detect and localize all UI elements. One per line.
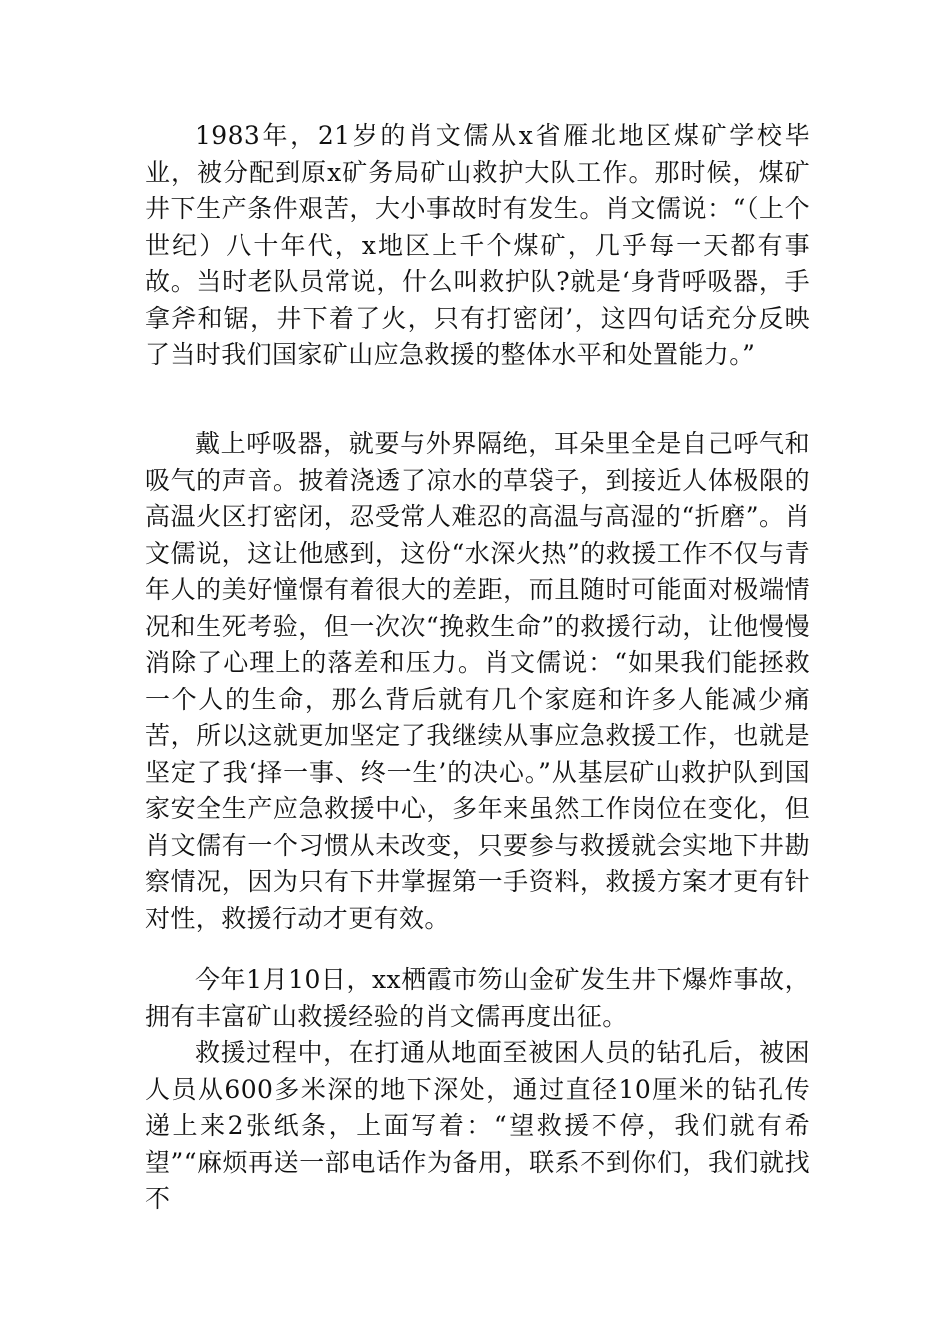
body-paragraph: 今年1月10日，xx栖霞市笏山金矿发生井下爆炸事故，拥有丰富矿山救援经验的肖文儒再度出征。 [145,965,810,1031]
body-paragraph: 救援过程中，在打通从地面至被困人员的钻孔后，被困人员从600多米深的地下深处，通过直径10厘米的钻孔传递上来2张纸条，上面写着：“望救援不停，我们就有希望”“麻烦再送一部电话作为备用，联系不到你们，我们就找不 [145,1038,810,1213]
body-paragraph: 1983年，21岁的肖文儒从x省雁北地区煤矿学校毕业，被分配到原x矿务局矿山救护大队工作。那时候，煤矿井下生产条件艰苦，大小事故时有发生。肖文儒说：“（上个世纪）八十年代，x地区上千个煤矿，几乎每一天都有事故。当时老队员常说，什么叫救护队?就是‘身背呼吸器，手拿斧和锯，井下着了火，只有打密闭’，这四句话充分反映了当时我们国家矿山应急救援的整体水平和处置能力。” [145,121,810,369]
body-paragraph: 戴上呼吸器，就要与外界隔绝，耳朵里全是自己呼气和吸气的声音。披着浇透了凉水的草袋子，到接近人体极限的高温火区打密闭，忍受常人难忍的高温与高湿的“折磨”。肖文儒说，这让他感到，这份“水深火热”的救援工作不仅与青年人的美好憧憬有着很大的差距，而且随时可能面对极端情况和生死考验，但一次次“挽救生命”的救援行动，让他慢慢消除了心理上的落差和压力。肖文儒说：“如果我们能拯救一个人的生命，那么背后就有几个家庭和许多人能减少痛苦，所以这就更加坚定了我继续从事应急救援工作，也就是坚定了我‘择一事、终一生’的决心。”从基层矿山救护队到国家安全生产应急救援中心，多年来虽然工作岗位在变化，但肖文儒有一个习惯从未改变，只要参与救援就会实地下井勘察情况，因为只有下井掌握第一手资料，救援方案才更有针对性，救援行动才更有效。 [145,429,810,933]
